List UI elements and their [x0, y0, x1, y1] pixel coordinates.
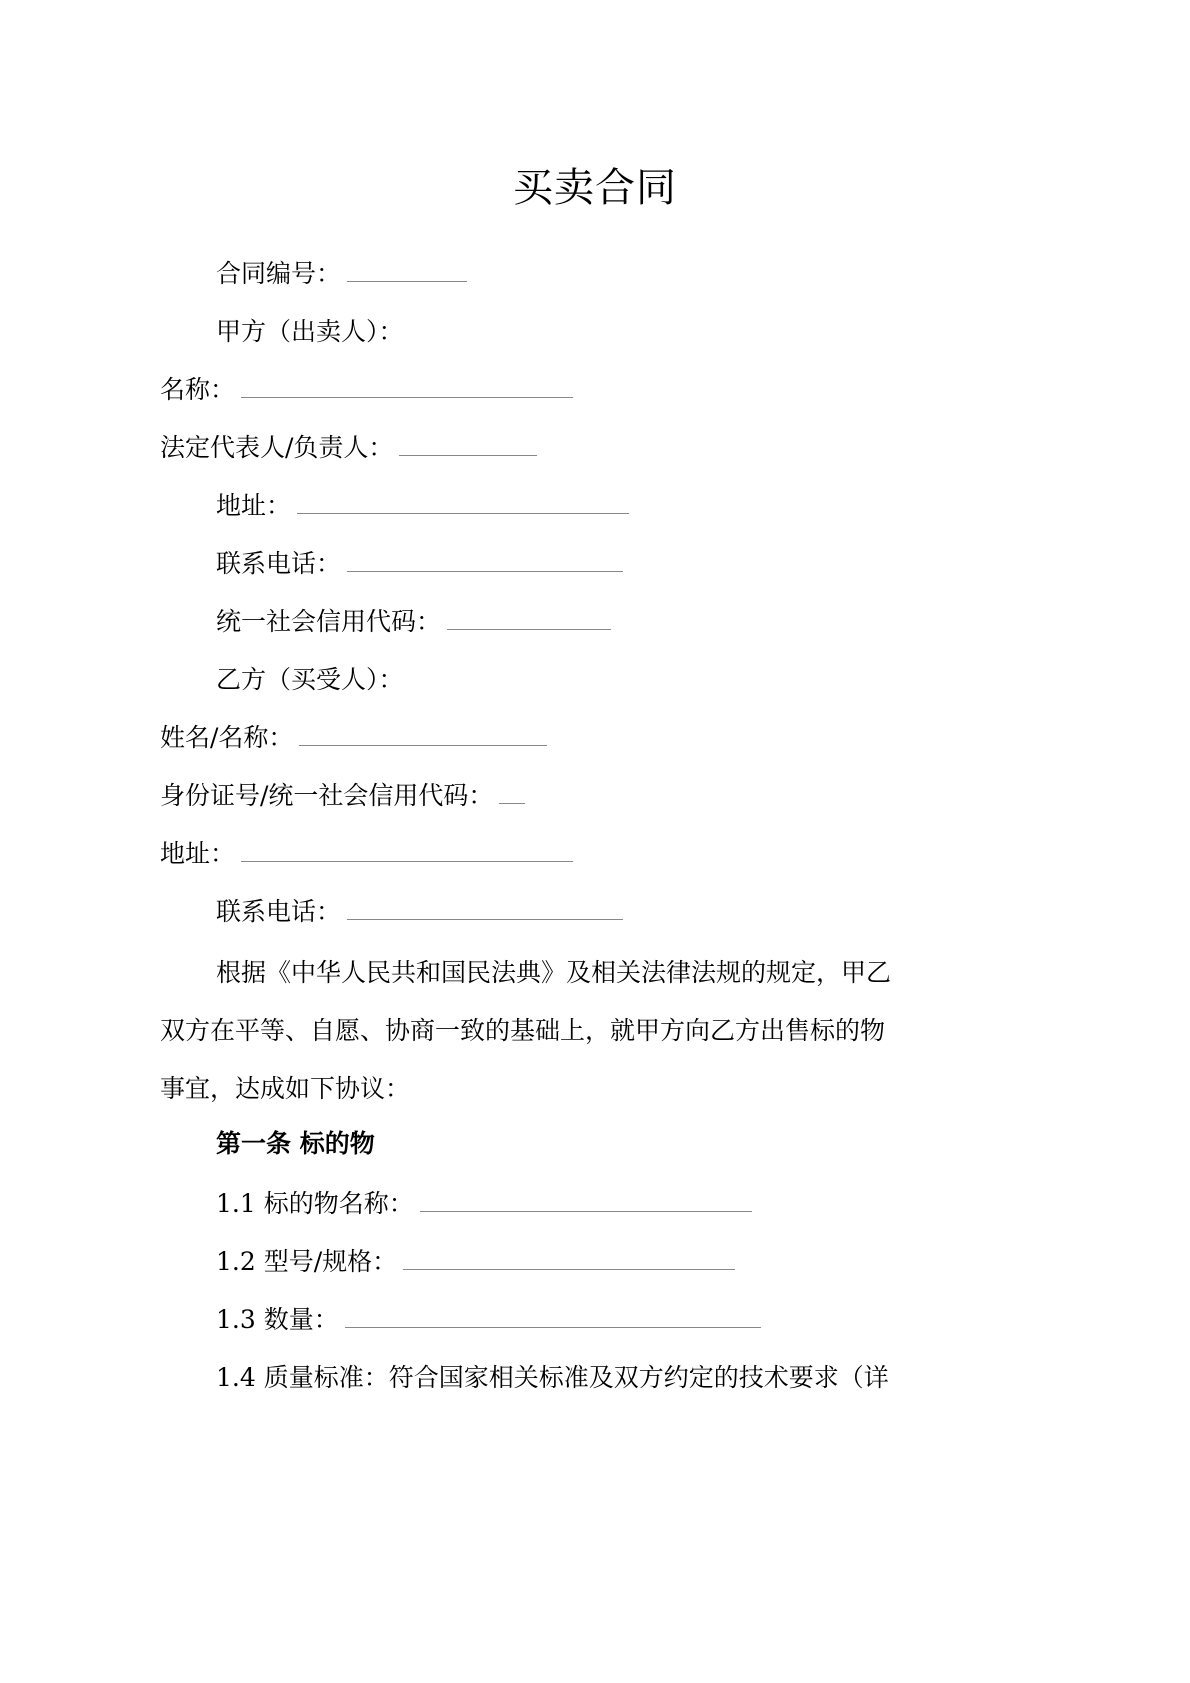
- party-b-phone-row: [216, 894, 623, 930]
- contract-number-blank[interactable]: [347, 259, 467, 282]
- party-a-legal-rep-label: 法定代表人/负责人：: [160, 433, 394, 462]
- party-a-address-blank[interactable]: [297, 491, 629, 514]
- article-1-item-3-row: [216, 1302, 761, 1338]
- preamble-line-1: 根据《中华人民共和国民法典》及相关法律法规的规定，甲乙: [216, 958, 892, 987]
- party-a-phone-blank[interactable]: [347, 549, 623, 572]
- party-a-phone-label: 联系电话：: [216, 549, 342, 578]
- party-a-name-blank[interactable]: [241, 375, 573, 398]
- party-a-legal-rep-row: [160, 430, 537, 466]
- party-a-legal-rep-blank[interactable]: [399, 433, 537, 456]
- party-a-credit-code-label: 统一社会信用代码：: [216, 607, 442, 636]
- party-b-address-label: 地址：: [160, 839, 236, 868]
- party-b-phone-blank[interactable]: [347, 897, 623, 920]
- party-b-id-label: 身份证号/统一社会信用代码：: [160, 781, 494, 810]
- party-b-id-blank[interactable]: [499, 781, 525, 804]
- party-a-phone-row: [216, 546, 623, 582]
- document-title: 买卖合同: [513, 165, 677, 211]
- party-b-name-row: [160, 720, 547, 756]
- party-b-heading: 乙方（买受人）：: [216, 665, 404, 694]
- party-a-credit-code-row: [216, 604, 611, 640]
- article-1-item-3-blank[interactable]: [345, 1305, 761, 1328]
- article-1-item-2-blank[interactable]: [403, 1247, 735, 1270]
- preamble-line-3: 事宜，达成如下协议：: [160, 1074, 411, 1103]
- party-a-name-label: 名称：: [160, 375, 236, 404]
- article-1-item-1-row: [216, 1186, 752, 1222]
- article-1-item-2-row: [216, 1244, 735, 1280]
- party-b-address-blank[interactable]: [241, 839, 573, 862]
- contract-number-row: [216, 256, 467, 292]
- article-1-item-2-label: 1.2 型号/规格：: [216, 1247, 398, 1276]
- party-b-name-blank[interactable]: [299, 723, 547, 746]
- party-a-name-row: [160, 372, 573, 408]
- party-b-name-label: 姓名/名称：: [160, 723, 294, 752]
- party-b-phone-label: 联系电话：: [216, 897, 342, 926]
- party-a-address-row: [216, 488, 629, 524]
- party-a-heading: 甲方（出卖人）：: [216, 317, 404, 346]
- party-a-address-label: 地址：: [216, 491, 292, 520]
- party-b-id-row: [160, 778, 525, 814]
- party-a-credit-code-blank[interactable]: [447, 607, 611, 630]
- article-1-item-4: 1.4 质量标准：符合国家相关标准及双方约定的技术要求（详: [216, 1363, 889, 1392]
- article-1-item-1-blank[interactable]: [420, 1189, 752, 1212]
- preamble-line-2: 双方在平等、自愿、协商一致的基础上，就甲方向乙方出售标的物: [160, 1016, 886, 1045]
- article-1-heading: 第一条 标的物: [216, 1129, 375, 1158]
- party-b-address-row: [160, 836, 573, 872]
- article-1-item-1-label: 1.1 标的物名称：: [216, 1189, 414, 1218]
- preamble-paragraph: [160, 944, 980, 1118]
- article-1-item-3-label: 1.3 数量：: [216, 1305, 339, 1334]
- contract-number-label: 合同编号：: [216, 259, 342, 288]
